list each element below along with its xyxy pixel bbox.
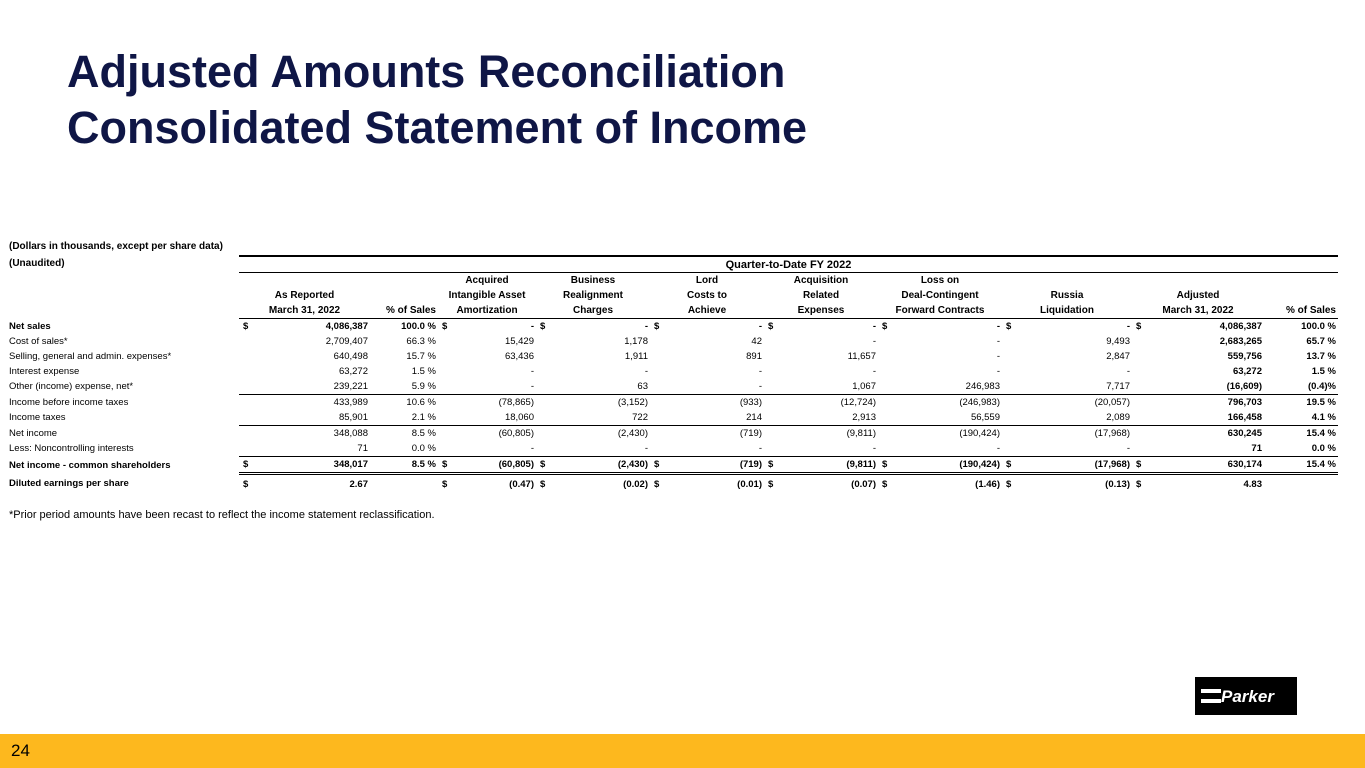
currency-symbol	[239, 364, 255, 379]
cell-pct-sales-adjusted: 19.5 %	[1264, 395, 1338, 411]
cell-russia: -	[1126, 321, 1130, 332]
currency-symbol	[1002, 395, 1018, 411]
cell-loss: -	[996, 443, 1000, 454]
cell-pct-sales	[370, 474, 438, 502]
currency-symbol: $	[882, 321, 888, 332]
table-row	[7, 441, 1338, 457]
cell-pct-sales: 1.5 %	[411, 366, 436, 377]
cell-pct-sales-adjusted: 65.7 %	[1306, 336, 1336, 347]
col-header-lord: Achieve	[650, 303, 764, 319]
currency-symbol	[764, 395, 780, 411]
currency-symbol	[239, 349, 255, 364]
currency-symbol	[239, 395, 255, 411]
cell-pct-sales: 8.5 %	[370, 457, 438, 474]
cell-pct-sales-adjusted: 15.4 %	[1264, 457, 1338, 474]
cell-acquisition: (9,811)	[780, 457, 878, 474]
cell-loss: 246,983	[965, 381, 1000, 392]
row-label: Interest expense	[9, 366, 80, 377]
cell-lord: -	[758, 321, 762, 332]
currency-symbol: $	[1136, 479, 1142, 490]
cell-adjusted: 559,756	[1227, 351, 1262, 362]
col-header-acquired: Intangible Asset	[448, 290, 526, 301]
cell-acquisition: 11,657	[847, 351, 876, 362]
col-header-business: Realignment	[562, 290, 623, 301]
cell-acquisition: -	[872, 321, 876, 332]
currency-symbol	[239, 334, 255, 349]
currency-symbol	[1132, 379, 1148, 395]
currency-symbol	[438, 395, 454, 411]
cell-pct-sales-adjusted: 15.4 %	[1264, 426, 1338, 442]
cell-as-reported: 348,088	[255, 426, 370, 442]
currency-symbol	[536, 379, 552, 395]
currency-symbol	[1002, 441, 1018, 457]
col-header-russia	[1002, 273, 1132, 289]
currency-symbol	[438, 410, 454, 426]
row-label: Diluted earnings per share	[9, 477, 129, 489]
cell-pct-sales: 10.6 %	[370, 395, 438, 411]
col-header-as-reported: As Reported	[274, 290, 335, 301]
col-header-acquired: Acquired	[465, 275, 509, 286]
cell-adjusted: 63,272	[1232, 366, 1262, 377]
cell-business: 1,178	[624, 336, 648, 347]
cell-pct-sales-adjusted: 1.5 %	[1311, 366, 1336, 377]
cell-pct-sales: 8.5 %	[370, 426, 438, 442]
col-header-as-reported	[239, 273, 370, 289]
cell-pct-sales-adjusted	[1264, 474, 1338, 502]
cell-business: (3,152)	[552, 395, 650, 411]
period-label: Quarter-to-Date FY 2022	[239, 256, 1338, 273]
cell-as-reported: 239,221	[333, 381, 368, 392]
cell-russia: 7,717	[1106, 381, 1130, 392]
col-header-as-reported: March 31, 2022	[239, 303, 370, 319]
cell-as-reported: 63,272	[338, 366, 368, 377]
currency-symbol	[1132, 395, 1148, 411]
currency-symbol	[764, 379, 780, 395]
table-row	[7, 410, 1338, 426]
cell-adjusted: (16,609)	[1226, 381, 1262, 392]
cell-acquisition: 1,067	[852, 381, 876, 392]
cell-adjusted: 630,245	[1148, 426, 1264, 442]
cell-lord: 891	[746, 351, 762, 362]
currency-symbol	[878, 395, 894, 411]
cell-business: (2,430)	[552, 426, 650, 442]
col-header-acquisition: Expenses	[764, 303, 878, 319]
parker-logo-text: Parker	[1221, 687, 1274, 706]
currency-symbol	[239, 426, 255, 442]
currency-symbol	[650, 349, 666, 364]
cell-as-reported: 433,989	[255, 395, 370, 411]
currency-symbol: $	[442, 321, 448, 332]
currency-symbol	[1002, 410, 1018, 426]
parker-logo	[1195, 677, 1297, 715]
currency-symbol: $	[650, 457, 666, 474]
row-label: Other (income) expense, net*	[9, 381, 134, 393]
cell-adjusted: 2,683,265	[1219, 336, 1262, 347]
cell-pct-sales: 15.7 %	[406, 351, 436, 362]
col-header-lord: Lord	[695, 275, 719, 286]
currency-symbol: $	[1002, 457, 1018, 474]
table-row	[7, 364, 1338, 379]
currency-symbol	[878, 349, 894, 364]
currency-symbol	[438, 334, 454, 349]
col-header-adjusted: Adjusted	[1176, 290, 1220, 301]
cell-acquired: 63,436	[504, 351, 534, 362]
cell-lord: (0.01)	[737, 479, 762, 490]
currency-symbol	[650, 441, 666, 457]
cell-pct-sales-adjusted: 13.7 %	[1306, 351, 1336, 362]
cell-adjusted: 71	[1251, 443, 1262, 454]
col-header-adjusted	[1132, 273, 1264, 289]
slide-title	[67, 44, 807, 156]
col-header-acquired: Amortization	[438, 303, 536, 319]
cell-lord: -	[758, 366, 762, 377]
cell-as-reported: 4,086,387	[325, 321, 368, 332]
slide-title-line-1: Adjusted Amounts Reconciliation	[67, 46, 786, 97]
cell-loss: -	[996, 351, 1000, 362]
currency-symbol: $	[768, 479, 774, 490]
table-row	[7, 349, 1338, 364]
currency-symbol	[764, 410, 780, 426]
currency-symbol: $	[540, 321, 546, 332]
cell-adjusted: 4,086,387	[1219, 321, 1262, 332]
currency-symbol	[1132, 441, 1148, 457]
cell-loss: (1.46)	[975, 479, 1000, 490]
currency-symbol	[764, 349, 780, 364]
currency-symbol: $	[1006, 321, 1012, 332]
cell-business: (2,430)	[552, 457, 650, 474]
currency-symbol	[650, 410, 666, 426]
cell-acquisition: (0.07)	[851, 479, 876, 490]
cell-pct-sales-adjusted: 4.1 %	[1311, 412, 1336, 423]
cell-russia: (20,057)	[1018, 395, 1132, 411]
cell-pct-sales: 5.9 %	[411, 381, 436, 392]
currency-symbol	[239, 410, 255, 426]
currency-symbol	[878, 441, 894, 457]
cell-loss: (246,983)	[894, 395, 1002, 411]
table-row	[7, 426, 1338, 442]
cell-adjusted: 630,174	[1148, 457, 1264, 474]
currency-symbol: $	[654, 321, 660, 332]
cell-acquisition: 2,913	[852, 412, 876, 423]
cell-adjusted: 4.83	[1243, 479, 1262, 490]
row-label: Less: Noncontrolling interests	[9, 443, 134, 455]
col-header-adjusted: March 31, 2022	[1132, 303, 1264, 319]
cell-acquisition: -	[872, 366, 876, 377]
currency-symbol	[536, 349, 552, 364]
table-row	[7, 457, 1338, 474]
cell-lord: (933)	[666, 395, 764, 411]
cell-business: 63	[637, 381, 648, 392]
slide-title-line-2: Consolidated Statement of Income	[67, 102, 808, 153]
currency-symbol	[878, 379, 894, 395]
cell-lord: -	[758, 381, 762, 392]
cell-as-reported: 348,017	[255, 457, 370, 474]
cell-as-reported: 85,901	[338, 412, 368, 423]
cell-acquired: (78,865)	[454, 395, 536, 411]
cell-loss: -	[996, 321, 1000, 332]
col-header-russia: Liquidation	[1002, 303, 1132, 319]
currency-symbol: $	[243, 321, 249, 332]
currency-symbol	[650, 395, 666, 411]
col-header-business: Business	[570, 275, 616, 286]
currency-symbol	[536, 334, 552, 349]
currency-symbol	[878, 426, 894, 442]
table-row	[7, 334, 1338, 349]
col-header-loss: Deal-Contingent	[901, 290, 979, 301]
cell-acquired: (60,805)	[454, 426, 536, 442]
cell-pct-sales-adjusted: (0.4)%	[1308, 381, 1336, 392]
col-header-pct-sales-adjusted: % of Sales	[1264, 303, 1338, 319]
currency-symbol	[239, 379, 255, 395]
cell-pct-sales: 2.1 %	[411, 412, 436, 423]
currency-symbol	[1132, 426, 1148, 442]
cell-pct-sales: 100.0 %	[401, 321, 436, 332]
currency-symbol	[1002, 426, 1018, 442]
cell-loss: (190,424)	[894, 426, 1002, 442]
row-label: Cost of sales*	[9, 336, 68, 347]
row-label: Income before income taxes	[9, 396, 129, 408]
column-header-row-1	[7, 273, 1338, 289]
currency-symbol	[650, 334, 666, 349]
period-header-row	[7, 256, 1338, 273]
cell-lord: (719)	[666, 457, 764, 474]
currency-symbol	[536, 441, 552, 457]
currency-symbol	[1002, 349, 1018, 364]
row-label: Income taxes	[9, 412, 66, 424]
table-row	[7, 319, 1338, 335]
currency-symbol	[239, 441, 255, 457]
cell-as-reported: 2,709,407	[325, 336, 368, 347]
unaudited-note: (Unaudited)	[9, 258, 65, 269]
cell-pct-sales: 66.3 %	[406, 336, 436, 347]
currency-symbol: $	[1132, 457, 1148, 474]
currency-symbol: $	[882, 479, 888, 490]
currency-symbol	[536, 410, 552, 426]
cell-as-reported: 2.67	[349, 479, 368, 490]
cell-as-reported: 71	[357, 443, 368, 454]
cell-lord: 214	[746, 412, 762, 423]
currency-symbol: $	[243, 479, 249, 490]
table-row	[7, 395, 1338, 411]
cell-acquisition: -	[872, 336, 876, 347]
col-header-loss: Loss on	[920, 275, 960, 286]
cell-business: -	[644, 443, 648, 454]
cell-adjusted: 796,703	[1148, 395, 1264, 411]
currency-symbol	[438, 426, 454, 442]
currency-symbol	[764, 334, 780, 349]
footer-bar	[0, 734, 1365, 768]
currency-symbol	[1132, 364, 1148, 379]
currency-symbol	[764, 441, 780, 457]
cell-russia: 2,089	[1106, 412, 1130, 423]
cell-loss: (190,424)	[894, 457, 1002, 474]
currency-symbol: $	[442, 479, 448, 490]
currency-symbol: $	[239, 457, 255, 474]
cell-business: -	[644, 366, 648, 377]
row-label: Net income	[9, 427, 58, 439]
cell-lord: 42	[751, 336, 762, 347]
col-header-acquisition: Acquisition	[793, 275, 849, 286]
col-header-lord: Costs to	[687, 290, 727, 301]
cell-acquired: (0.47)	[509, 479, 534, 490]
cell-russia: (0.13)	[1105, 479, 1130, 490]
cell-lord: (719)	[666, 426, 764, 442]
cell-russia: -	[1126, 366, 1130, 377]
table-row	[7, 474, 1338, 502]
currency-symbol	[1132, 349, 1148, 364]
currency-symbol: $	[536, 457, 552, 474]
currency-symbol	[438, 441, 454, 457]
cell-russia: (17,968)	[1018, 426, 1132, 442]
currency-symbol	[536, 426, 552, 442]
cell-acquired: -	[530, 321, 534, 332]
col-header-loss: Forward Contracts	[878, 303, 1002, 319]
cell-acquired: 18,060	[504, 412, 534, 423]
row-label: Selling, general and admin. expenses*	[9, 351, 172, 362]
cell-loss: 56,559	[970, 412, 1000, 423]
currency-symbol	[764, 364, 780, 379]
cell-business: (0.02)	[623, 479, 648, 490]
cell-acquisition: (9,811)	[780, 426, 878, 442]
cell-pct-sales-adjusted: 0.0 %	[1311, 443, 1336, 454]
column-header-row-3	[7, 303, 1338, 319]
cell-lord: -	[758, 443, 762, 454]
col-header-acquisition: Related	[802, 290, 840, 301]
currency-symbol: $	[764, 457, 780, 474]
column-header-row-2	[7, 288, 1338, 303]
parker-logo-mark	[1199, 683, 1293, 709]
cell-acquisition: (12,724)	[780, 395, 878, 411]
cell-acquired: -	[530, 381, 534, 392]
currency-symbol	[1002, 379, 1018, 395]
row-label: Net income - common shareholders	[9, 459, 171, 471]
page-number: 24	[11, 741, 30, 760]
cell-acquired: -	[530, 443, 534, 454]
currency-symbol	[536, 364, 552, 379]
col-header-business: Charges	[536, 303, 650, 319]
currency-symbol: $	[540, 479, 546, 490]
currency-symbol	[650, 426, 666, 442]
currency-symbol: $	[768, 321, 774, 332]
col-header-pct-sales: % of Sales	[370, 303, 438, 319]
cell-business: -	[644, 321, 648, 332]
currency-symbol	[438, 364, 454, 379]
units-note: (Dollars in thousands, except per share data)	[9, 241, 223, 252]
currency-symbol: $	[438, 457, 454, 474]
cell-acquired: (60,805)	[454, 457, 536, 474]
footnote: *Prior period amounts have been recast to reflect the income statement reclassification.	[9, 509, 435, 521]
currency-symbol	[650, 364, 666, 379]
currency-symbol	[1002, 364, 1018, 379]
currency-symbol	[1132, 410, 1148, 426]
currency-symbol	[1002, 334, 1018, 349]
col-header-russia: Russia	[1050, 290, 1084, 301]
cell-business: 722	[632, 412, 648, 423]
currency-symbol: $	[1006, 479, 1012, 490]
cell-russia: (17,968)	[1018, 457, 1132, 474]
cell-business: 1,911	[624, 351, 648, 362]
cell-acquired: 15,429	[504, 336, 534, 347]
table-row	[7, 379, 1338, 395]
currency-symbol	[878, 410, 894, 426]
income-reconciliation-table	[7, 255, 1338, 501]
currency-symbol: $	[1136, 321, 1142, 332]
currency-symbol	[438, 349, 454, 364]
cell-loss: -	[996, 336, 1000, 347]
currency-symbol	[878, 334, 894, 349]
cell-adjusted: 166,458	[1227, 412, 1262, 423]
cell-pct-sales-adjusted: 100.0 %	[1301, 321, 1336, 332]
currency-symbol	[650, 379, 666, 395]
cell-pct-sales: 0.0 %	[411, 443, 436, 454]
currency-symbol	[438, 379, 454, 395]
cell-acquired: -	[530, 366, 534, 377]
row-label: Net sales	[9, 320, 51, 332]
currency-symbol	[536, 395, 552, 411]
cell-acquisition: -	[872, 443, 876, 454]
cell-as-reported: 640,498	[333, 351, 368, 362]
currency-symbol	[878, 364, 894, 379]
currency-symbol	[764, 426, 780, 442]
cell-russia: 9,493	[1106, 336, 1130, 347]
cell-russia: -	[1126, 443, 1130, 454]
cell-loss: -	[996, 366, 1000, 377]
currency-symbol: $	[654, 479, 660, 490]
currency-symbol	[1132, 334, 1148, 349]
currency-symbol: $	[878, 457, 894, 474]
cell-russia: 2,847	[1106, 351, 1130, 362]
